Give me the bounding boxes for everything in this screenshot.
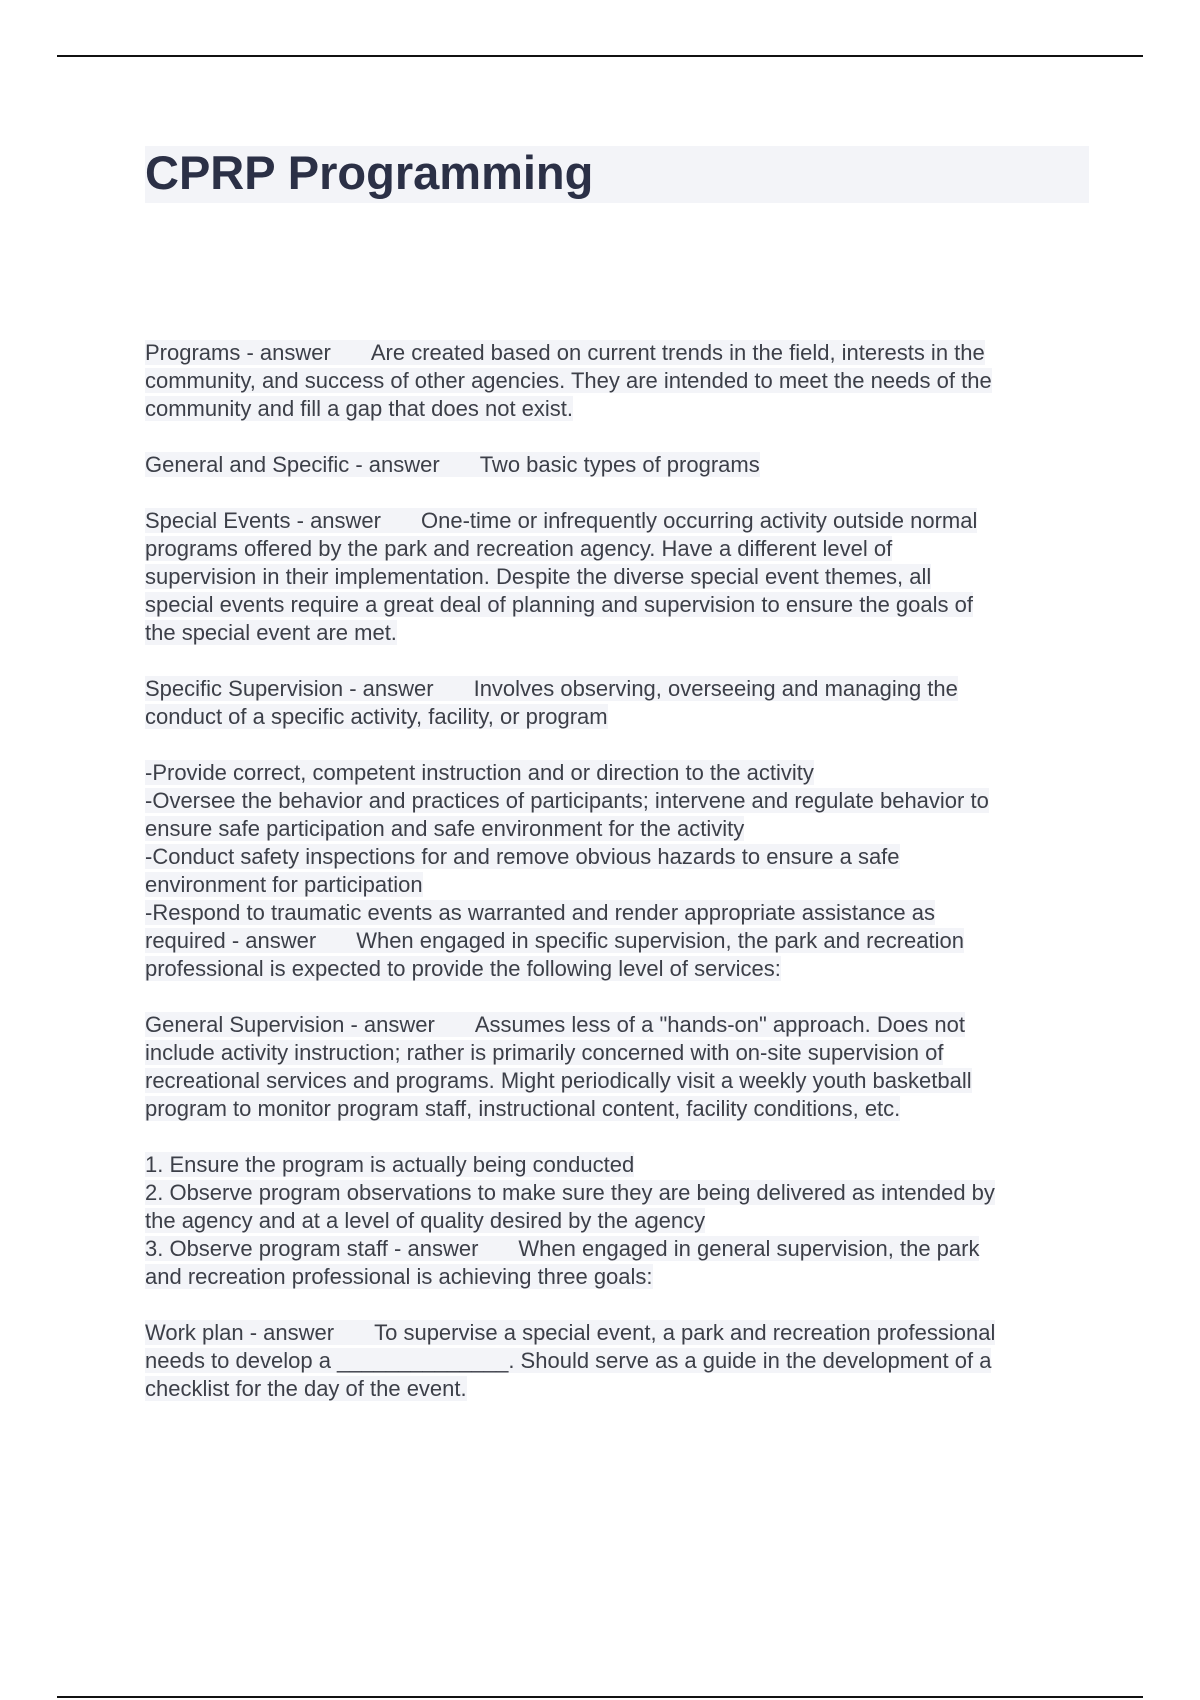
entry-text: -Conduct safety inspections for and remove obvious hazards to ensure a safe [145, 844, 900, 869]
entry-text: When engaged in specific supervision, the park and recreation [356, 928, 964, 953]
entry-text: community and fill a gap that does not exist. [145, 396, 574, 421]
entry-line [145, 787, 1090, 815]
entry-text: programs offered by the park and recreation agency. Have a different level of [145, 536, 893, 561]
line-highlight [145, 592, 973, 617]
line-highlight [145, 340, 985, 365]
flashcard-entry [145, 451, 1090, 479]
entry-term: Specific Supervision - answer [145, 676, 434, 701]
line-highlight [145, 1264, 653, 1289]
entry-line [145, 1375, 1090, 1403]
document-title: CPRP Programming [145, 146, 594, 199]
line-highlight [145, 844, 900, 869]
line-highlight [145, 1320, 995, 1345]
line-highlight [145, 1040, 943, 1065]
flashcard-entry [145, 507, 1090, 647]
entry-line [145, 1067, 1090, 1095]
entry-line [145, 759, 1090, 787]
entry-text: environment for participation [145, 872, 423, 897]
entry-text: Are created based on current trends in the field, interests in the [370, 340, 985, 365]
line-highlight [145, 956, 781, 981]
flashcard-entry [145, 1319, 1090, 1403]
entry-line [145, 339, 1090, 367]
line-highlight [145, 676, 958, 701]
entry-line [145, 1347, 1090, 1375]
entry-line [145, 367, 1090, 395]
entry-text: Two basic types of programs [479, 452, 760, 477]
line-highlight [145, 900, 935, 925]
entry-line [145, 871, 1090, 899]
line-highlight [145, 788, 989, 813]
entry-term: General Supervision - answer [145, 1012, 435, 1037]
entry-line [145, 899, 1090, 927]
entry-line [145, 703, 1090, 731]
entry-line [145, 675, 1090, 703]
entry-line [145, 591, 1090, 619]
entry-text: needs to develop a ______________. Should serve as a guide in the development of a [145, 1348, 992, 1373]
entry-line [145, 507, 1090, 535]
line-highlight [145, 928, 964, 953]
entry-term: required - answer [145, 928, 317, 953]
entry-line [145, 1235, 1090, 1263]
line-highlight [145, 620, 397, 645]
entry-term: Special Events - answer [145, 508, 381, 533]
entry-text: the agency and at a level of quality desired by the agency [145, 1208, 706, 1233]
entry-line [145, 563, 1090, 591]
entry-term: General and Specific - answer [145, 452, 440, 477]
line-highlight [145, 1012, 965, 1037]
entry-line [145, 1179, 1090, 1207]
line-highlight [145, 1236, 979, 1261]
entry-line [145, 395, 1090, 423]
line-highlight [145, 1152, 634, 1177]
line-highlight [145, 564, 931, 589]
entry-line [145, 927, 1090, 955]
entry-text: 2. Observe program observations to make sure they are being delivered as intended by [145, 1180, 995, 1205]
entry-text: Involves observing, overseeing and managing the [473, 676, 958, 701]
entry-text: 1. Ensure the program is actually being conducted [145, 1152, 635, 1177]
flashcard-entry [145, 1011, 1090, 1123]
top-rule [57, 55, 1143, 57]
entry-term: 3. Observe program staff - answer [145, 1236, 479, 1261]
entry-line [145, 1207, 1090, 1235]
entry-text: -Provide correct, competent instruction and or direction to the activity [145, 760, 814, 785]
entry-line [145, 451, 1090, 479]
entry-text: and recreation professional is achieving three goals: [145, 1264, 653, 1289]
flashcard-list [145, 339, 1090, 1431]
line-highlight [145, 1068, 972, 1093]
entry-text: conduct of a specific activity, facility, or program [145, 704, 608, 729]
entry-text: professional is expected to provide the following level of services: [145, 956, 781, 981]
line-highlight [145, 508, 977, 533]
flashcard-entry [145, 675, 1090, 731]
entry-text: ensure safe participation and safe environment for the activity [145, 816, 745, 841]
entry-text: supervision in their implementation. Despite the diverse special event themes, all [145, 564, 932, 589]
line-highlight [145, 1348, 991, 1373]
entry-line [145, 1095, 1090, 1123]
entry-text: checklist for the day of the event. [145, 1376, 467, 1401]
line-highlight [145, 368, 992, 393]
entry-term: Programs - answer [145, 340, 331, 365]
line-highlight [145, 1376, 467, 1401]
entry-text: -Respond to traumatic events as warranted and render appropriate assistance as [145, 900, 935, 925]
entry-text: the special event are met. [145, 620, 397, 645]
entry-line [145, 843, 1090, 871]
entry-line [145, 1151, 1090, 1179]
flashcard-entry [145, 1151, 1090, 1291]
entry-line [145, 619, 1090, 647]
line-highlight [145, 452, 760, 477]
entry-line [145, 1263, 1090, 1291]
entry-text: include activity instruction; rather is primarily concerned with on-site supervision of [145, 1040, 944, 1065]
entry-text: One-time or infrequently occurring activity outside normal [421, 508, 978, 533]
entry-term: Work plan - answer [145, 1320, 335, 1345]
entry-text: community, and success of other agencies. They are intended to meet the needs of the [145, 368, 992, 393]
line-highlight [145, 760, 814, 785]
entry-line [145, 1011, 1090, 1039]
flashcard-entry [145, 759, 1090, 983]
entry-text: -Oversee the behavior and practices of participants; intervene and regulate behavior to [145, 788, 989, 813]
line-highlight [145, 1208, 705, 1233]
entry-text: program to monitor program staff, instructional content, facility conditions, etc. [145, 1096, 901, 1121]
line-highlight [145, 1096, 900, 1121]
line-highlight [145, 704, 608, 729]
entry-line [145, 1039, 1090, 1067]
line-highlight [145, 872, 423, 897]
entry-text: Assumes less of a "hands-on" approach. Does not [474, 1012, 965, 1037]
entry-line [145, 1319, 1090, 1347]
entry-line [145, 955, 1090, 983]
line-highlight [145, 1180, 995, 1205]
entry-text: To supervise a special event, a park and recreation professional [374, 1320, 996, 1345]
line-highlight [145, 816, 744, 841]
line-highlight [145, 396, 573, 421]
entry-text: When engaged in general supervision, the park [518, 1236, 980, 1261]
entry-line [145, 535, 1090, 563]
entry-text: recreational services and programs. Might periodically visit a weekly youth basketball [145, 1068, 972, 1093]
flashcard-entry [145, 339, 1090, 423]
entry-line [145, 815, 1090, 843]
entry-text: special events require a great deal of planning and supervision to ensure the goals of [145, 592, 973, 617]
line-highlight [145, 536, 892, 561]
bottom-rule [57, 1696, 1143, 1698]
